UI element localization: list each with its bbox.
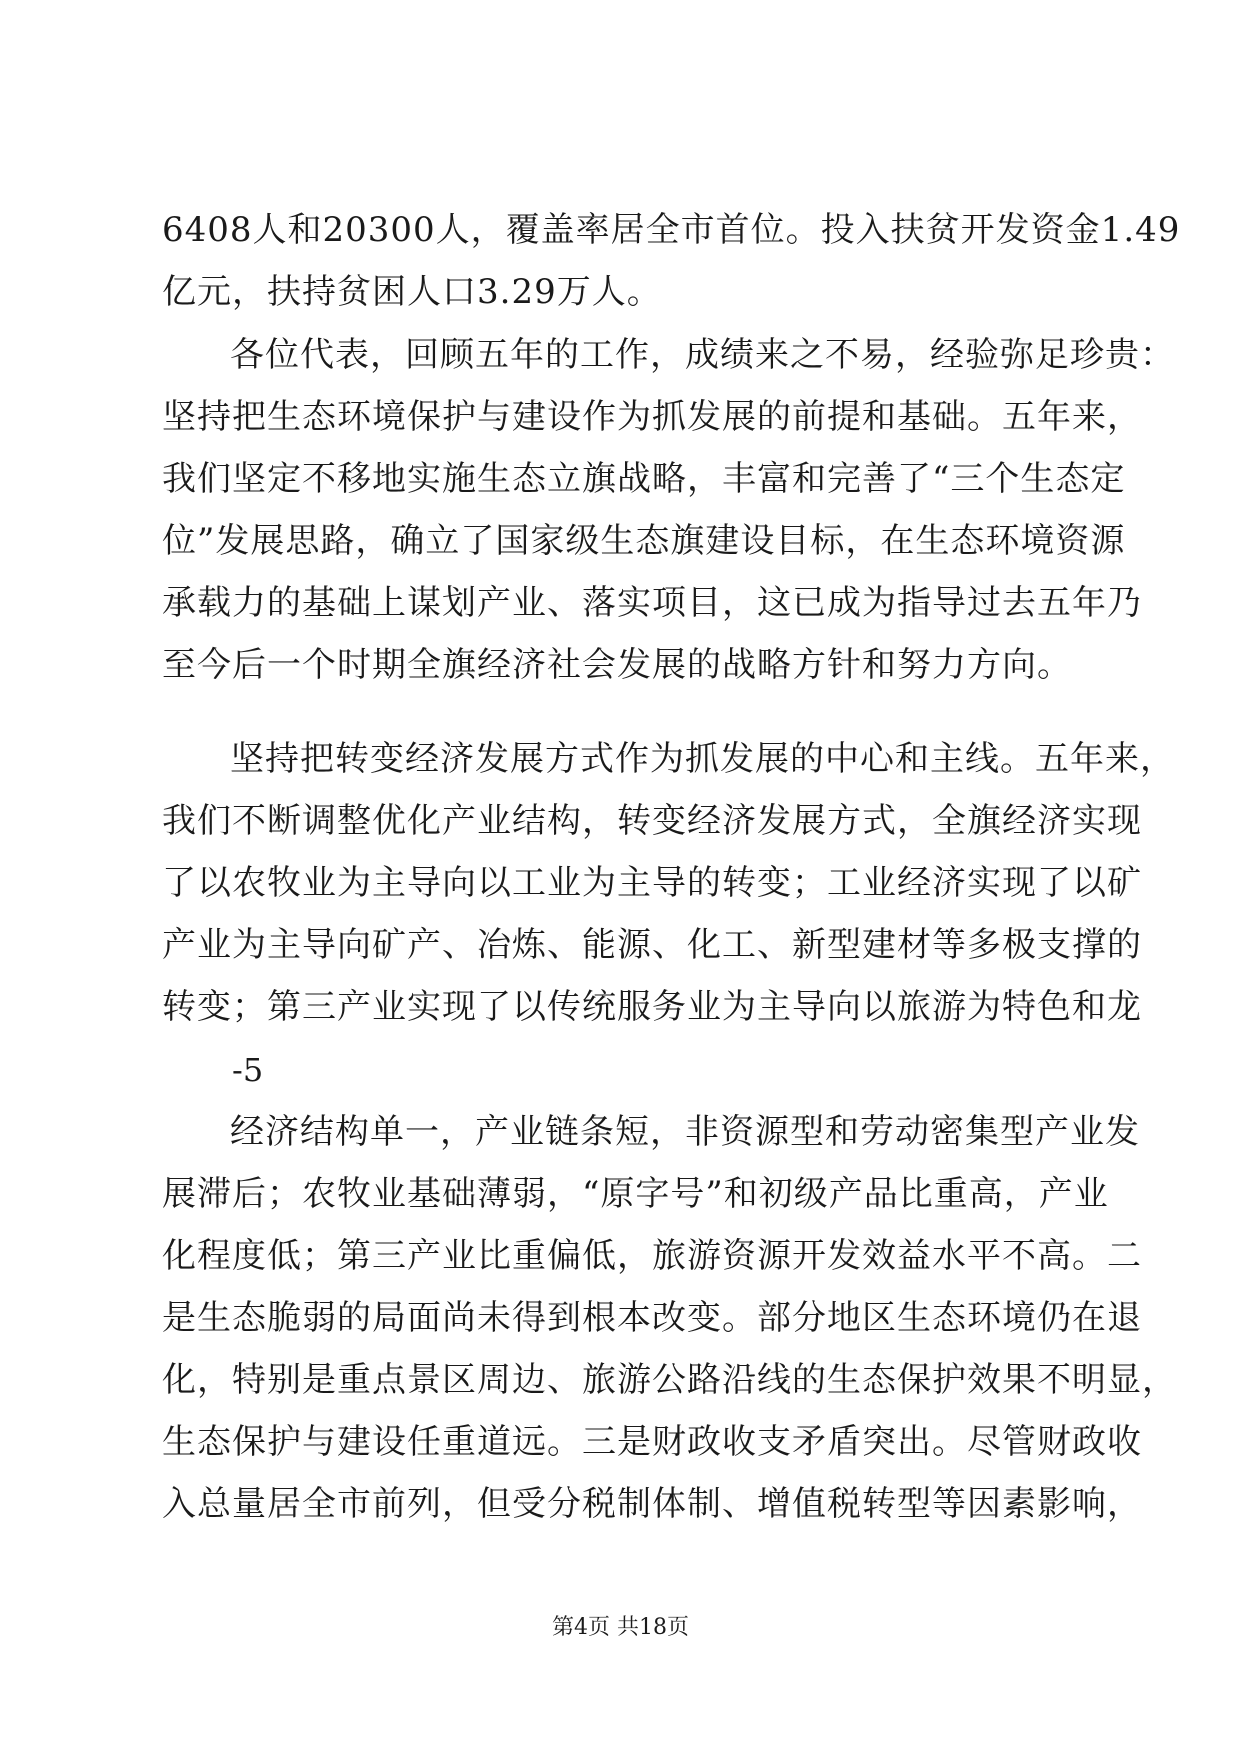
paragraph-2-line-2: 坚持把生态环境保护与建设作为抓发展的前提和基础。五年来， xyxy=(162,397,1142,437)
page-footer: 第4页 共18页 xyxy=(552,1615,689,1640)
paragraph-4-line-7: 入总量居全市前列，但受分税制体制、增值税转型等因素影响， xyxy=(162,1484,1142,1524)
paragraph-4-line-3: 化程度低；第三产业比重偏低，旅游资源开发效益水平不高。二 xyxy=(162,1236,1142,1276)
paragraph-1-line-2: 亿元，扶持贫困人口3.29万人。 xyxy=(162,272,662,312)
paragraph-4-line-6: 生态保护与建设任重道远。三是财政收支矛盾突出。尽管财政收 xyxy=(162,1422,1142,1462)
paragraph-3-line-3: 了以农牧业为主导向以工业为主导的转变；工业经济实现了以矿 xyxy=(162,863,1142,903)
paragraph-3-line-2: 我们不断调整优化产业结构，转变经济发展方式，全旗经济实现 xyxy=(162,801,1142,841)
paragraph-2-line-4: 位”发展思路，确立了国家级生态旗建设目标，在生态环境资源 xyxy=(162,521,1126,561)
paragraph-2-line-6: 至今后一个时期全旗经济社会发展的战略方针和努力方向。 xyxy=(162,645,1072,685)
paragraph-1-line-1: 6408人和20300人，覆盖率居全市首位。投入扶贫开发资金1.49 xyxy=(162,210,1181,250)
paragraph-2-line-1: 各位代表，回顾五年的工作，成绩来之不易，经验弥足珍贵： xyxy=(230,335,1175,375)
paragraph-3-line-4: 产业为主导向矿产、冶炼、能源、化工、新型建材等多极支撑的 xyxy=(162,925,1142,965)
paragraph-4-line-2: 展滞后；农牧业基础薄弱，“原字号”和初级产品比重高，产业 xyxy=(162,1174,1109,1214)
paragraph-3-line-5: 转变；第三产业实现了以传统服务业为主导向以旅游为特色和龙 xyxy=(162,987,1142,1027)
paragraph-2-line-3: 我们坚定不移地实施生态立旗战略，丰富和完善了“三个生态定 xyxy=(162,459,1126,499)
paragraph-4-line-5: 化，特别是重点景区周边、旅游公路沿线的生态保护效果不明显， xyxy=(162,1360,1177,1400)
paragraph-4-line-4: 是生态脆弱的局面尚未得到根本改变。部分地区生态环境仍在退 xyxy=(162,1298,1142,1338)
paragraph-4-line-1: 经济结构单一，产业链条短，非资源型和劳动密集型产业发 xyxy=(230,1112,1140,1152)
paragraph-3-line-1: 坚持把转变经济发展方式作为抓发展的中心和主线。五年来， xyxy=(230,739,1175,779)
paragraph-2-line-5: 承载力的基础上谋划产业、落实项目，这已成为指导过去五年乃 xyxy=(162,583,1142,623)
page-marker: -5 xyxy=(232,1051,264,1089)
